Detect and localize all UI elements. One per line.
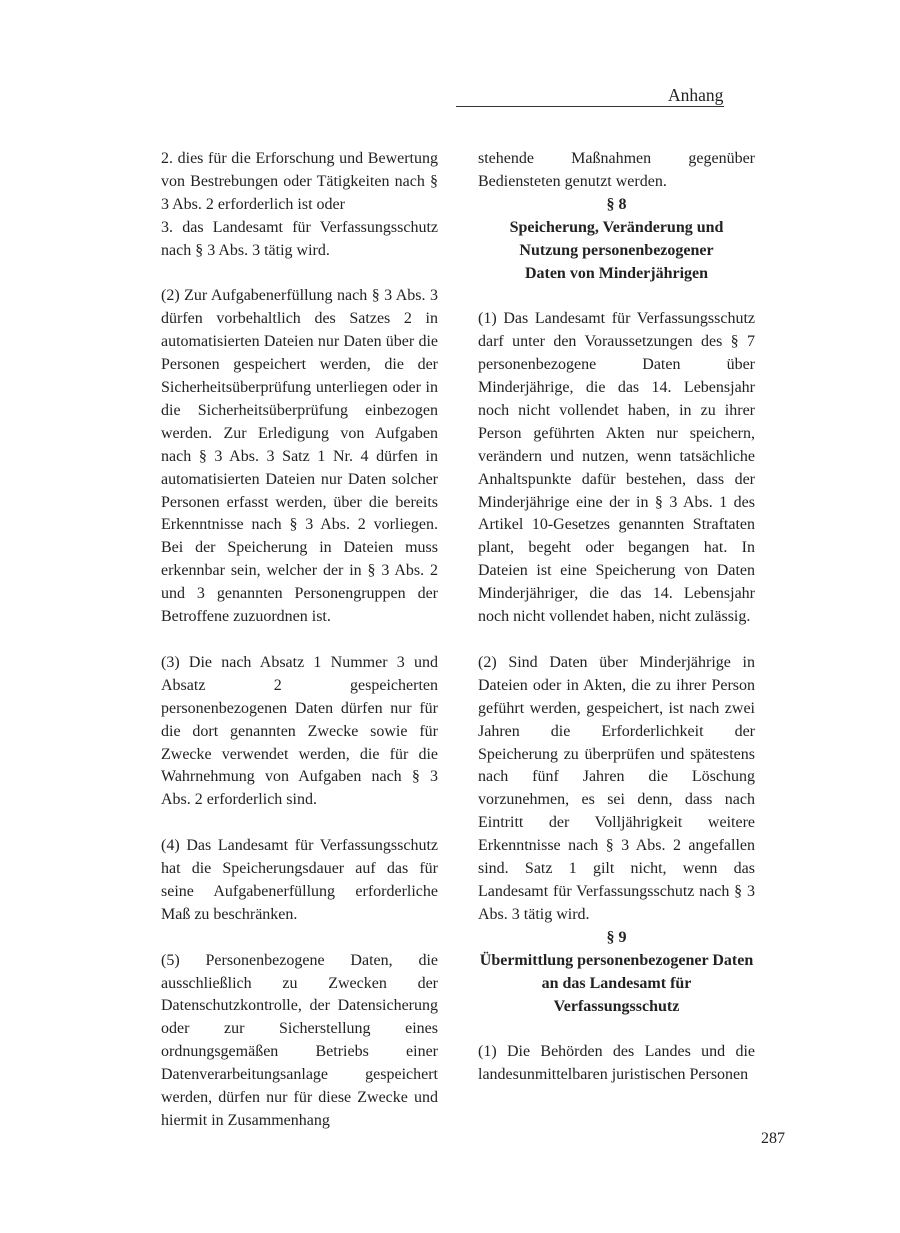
running-head: Anhang	[668, 85, 724, 105]
section-9-title-line: an das Landesamt für Verfassungsschutz	[541, 974, 692, 1015]
paragraph-9-1: (1) Die Behörden des Landes und die landesunmittelbaren juristischen Personen	[478, 1043, 755, 1084]
header-rule	[456, 106, 724, 107]
section-9-title-line: Übermittlung personenbezogener Daten	[479, 951, 754, 969]
paragraph-8-1: (1) Das Landesamt für Verfassungsschutz darf unter den Voraussetzungen des § 7 personenbezogene Daten über Minderjährige, die das 14. Lebensjahr noch nicht vollendet haben, in zu ihrer Person geführten Akten nur speichern, verändern und nutzen, wenn tatsächliche Anhaltspunkte dafür bestehen, dass der Minderjährige eine der in § 3 Abs. 1 des Artikel 10-Gesetzes genannten Straftaten plant, begeht oder begangen hat. In Dateien ist eine Speicherung von Daten Minderjähriger, die das 14. Lebensjahr noch nicht vollendet haben, nicht zulässig.	[478, 310, 755, 626]
paragraph-7-3: (3) Die nach Absatz 1 Nummer 3 und Absatz 2 gespeicherten personenbezogenen Daten dürfen nur für die dort genannten Zwecke sowie für Zwecke verwendet werden, die für die Wahrnehmung von Aufgaben nach § 3 Abs. 2 erforderlich sind.	[161, 653, 438, 809]
section-8-title-line: Nutzung personenbezogener	[519, 241, 714, 259]
paragraph-7-2: (2) Zur Aufgabenerfüllung nach § 3 Abs. 3 dürfen vorbehaltlich des Satzes 2 in automatisierten Dateien nur Daten über die Personen gespeichert werden, die der Sicherheitsüberprüfung unterliegen oder in die Sicherheitsüberprüfung einbezogen werden. Zur Erledigung von Aufgaben nach § 3 Abs. 3 Satz 1 Nr. 4 dürfen in automatisierten Dateien nur Daten solcher Personen erfasst werden, über die bereits Erkenntnisse nach § 3 Abs. 2 vorliegen. Bei der Speicherung in Dateien muss erkennbar sein, welcher der in § 3 Abs. 2 und 3 genannten Personengruppen der Betroffene zuzuordnen ist.	[161, 287, 438, 626]
section-8-number: § 8	[606, 195, 627, 213]
paragraph-7-4: (4) Das Landesamt für Verfassungsschutz hat die Speicherungsdauer auf das für seine Aufgabenerfüllung erforderliche Maß zu beschränken.	[161, 837, 438, 923]
right-column	[478, 148, 755, 1087]
section-9-number: § 9	[606, 928, 627, 946]
left-column	[161, 148, 438, 1133]
list-item-3: 3. das Landesamt für Verfassungsschutz nach § 3 Abs. 3 tätig wird.	[161, 218, 438, 259]
paragraph-8-2: (2) Sind Daten über Minderjährige in Dateien oder in Akten, die zu ihrer Person geführt werden, gespeichert, ist nach zwei Jahren die Erforderlichkeit der Speicherung zu überprüfen und spätestens nach fünf Jahren die Löschung vorzunehmen, es sei denn, dass nach Eintritt der Volljährigkeit weitere Erkenntnisse nach § 3 Abs. 2 angefallen sind. Satz 1 gilt nicht, wenn das Landesamt für Verfassungsschutz nach § 3 Abs. 3 tätig wird.	[478, 653, 755, 923]
paragraph-continuation: stehende Maßnahmen gegenüber Bediensteten genutzt werden.	[478, 150, 755, 190]
section-8-title-line: Speicherung, Veränderung und	[509, 218, 724, 236]
paragraph-7-5: (5) Personenbezogene Daten, die ausschließlich zu Zwecken der Datenschutzkontrolle, der Datensicherung oder zur Sicherstellung eines ordnungsgemäßen Betriebs einer Datenverarbeitungsanlage gespeichert werden, dürfen nur für diese Zwecke und hiermit in Zusammenhang	[161, 951, 438, 1129]
page-number: 287	[761, 1130, 785, 1147]
list-item-2: 2. dies für die Erforschung und Bewertung von Bestrebungen oder Tätigkeiten nach § 3 Abs. 2 erforderlich ist oder	[161, 150, 438, 213]
section-8-title-line: Daten von Minderjährigen	[524, 264, 709, 282]
